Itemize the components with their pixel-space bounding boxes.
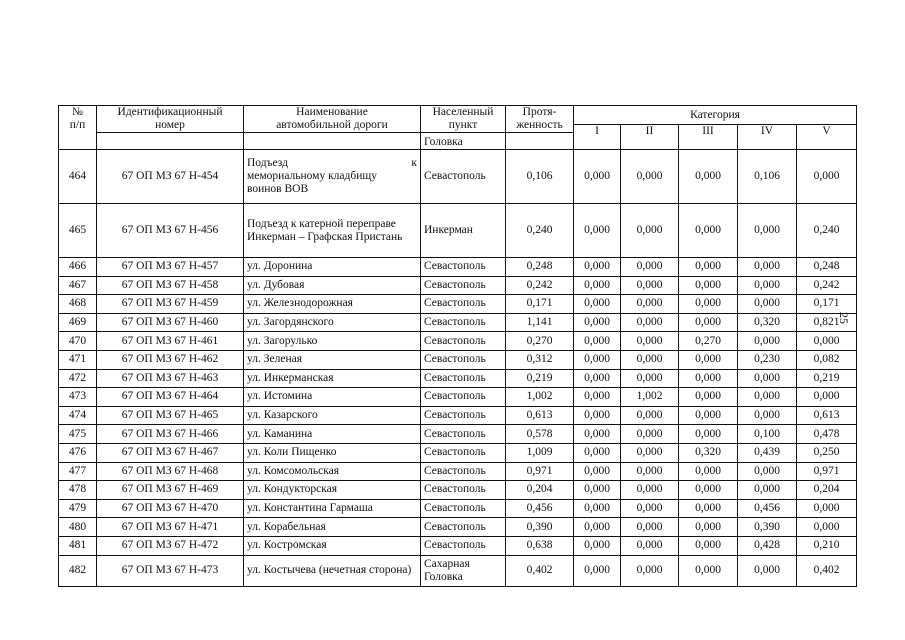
row-road-name: ул. Загорулько <box>244 332 421 351</box>
row-length: 1,141 <box>506 313 574 332</box>
table-row <box>59 406 857 425</box>
row-cat-1: 0,000 <box>574 295 621 314</box>
row-road-name: ул. Каманина <box>244 425 421 444</box>
table-row <box>59 499 857 518</box>
row-length: 0,204 <box>506 481 574 500</box>
row-cat-4: 0,000 <box>738 295 797 314</box>
row-cat-4: 0,000 <box>738 332 797 351</box>
row-cat-3: 0,000 <box>679 555 738 586</box>
row-cat-2: 0,000 <box>621 313 679 332</box>
table-row <box>59 462 857 481</box>
row-number: 474 <box>59 406 97 425</box>
row-id: 67 ОП МЗ 67 Н-469 <box>97 481 244 500</box>
row-cat-1: 0,000 <box>574 518 621 537</box>
table-row <box>59 295 857 314</box>
row-settlement: Севастополь <box>421 536 506 555</box>
row-road-name: ул. Коли Пищенко <box>244 443 421 462</box>
header-road-name: Наименование автомобильной дороги <box>244 106 421 133</box>
row-cat-4: 0,428 <box>738 536 797 555</box>
row-cat-3: 0,000 <box>679 462 738 481</box>
row-cat-2: 0,000 <box>621 536 679 555</box>
row-cat-5: 0,250 <box>797 443 857 462</box>
row-cat-5: 0,821 <box>797 313 857 332</box>
row-settlement: Инкерман <box>421 204 506 258</box>
row-cat-2: 0,000 <box>621 425 679 444</box>
row-cat-1: 0,000 <box>574 536 621 555</box>
row-cat-1: 0,000 <box>574 388 621 407</box>
row-road-name: ул. Комсомольская <box>244 462 421 481</box>
row-settlement: Севастополь <box>421 518 506 537</box>
row-settlement: Севастополь <box>421 406 506 425</box>
row-cat-4: 0,000 <box>738 462 797 481</box>
row-cat-5: 0,000 <box>797 332 857 351</box>
row-cat-4: 0,000 <box>738 555 797 586</box>
row-cat-4: 0,000 <box>738 406 797 425</box>
row-cat-4: 0,000 <box>738 204 797 258</box>
row-length: 0,312 <box>506 350 574 369</box>
row-cat-5: 0,171 <box>797 295 857 314</box>
row-cat-5: 0,210 <box>797 536 857 555</box>
row-cat-2: 0,000 <box>621 443 679 462</box>
row-cat-5: 0,082 <box>797 350 857 369</box>
row-cat-2: 1,002 <box>621 388 679 407</box>
row-cat-4: 0,100 <box>738 425 797 444</box>
row-settlement: Севастополь <box>421 258 506 277</box>
row-cat-3: 0,000 <box>679 536 738 555</box>
road-name-part: воинов ВОВ <box>247 183 309 195</box>
row-settlement: Севастополь <box>421 443 506 462</box>
header-number: № п/п <box>59 106 97 150</box>
row-cat-3: 0,000 <box>679 313 738 332</box>
row-cat-5: 0,000 <box>797 388 857 407</box>
road-name-part: мемориальному кладбищу <box>247 170 377 182</box>
header-cat-3: III <box>679 125 738 150</box>
row-cat-2: 0,000 <box>621 332 679 351</box>
row-number: 466 <box>59 258 97 277</box>
row-cat-4: 0,000 <box>738 258 797 277</box>
row-number: 464 <box>59 150 97 204</box>
table-row <box>59 425 857 444</box>
row-length: 0,971 <box>506 462 574 481</box>
row-id: 67 ОП МЗ 67 Н-462 <box>97 350 244 369</box>
row-cat-3: 0,000 <box>679 258 738 277</box>
row-id: 67 ОП МЗ 67 Н-472 <box>97 536 244 555</box>
row-number: 467 <box>59 276 97 295</box>
row-id: 67 ОП МЗ 67 Н-458 <box>97 276 244 295</box>
header-length: Протя- женность <box>506 106 574 133</box>
header-cat-5: V <box>797 125 857 150</box>
row-settlement: Севастополь <box>421 481 506 500</box>
row-length: 0,578 <box>506 425 574 444</box>
table-row <box>59 536 857 555</box>
row-cat-4: 0,000 <box>738 369 797 388</box>
table-row <box>59 150 857 204</box>
row-cat-5: 0,000 <box>797 518 857 537</box>
table-row <box>59 518 857 537</box>
row-number: 465 <box>59 204 97 258</box>
row-length: 0,456 <box>506 499 574 518</box>
row-id: 67 ОП МЗ 67 Н-473 <box>97 555 244 586</box>
row-cat-5: 0,971 <box>797 462 857 481</box>
row-id: 67 ОП МЗ 67 Н-459 <box>97 295 244 314</box>
row-cat-1: 0,000 <box>574 150 621 204</box>
row-road-name <box>244 150 421 204</box>
row-cat-3: 0,000 <box>679 150 738 204</box>
road-name-part: к <box>411 157 417 169</box>
road-name-part: Подъезд <box>247 157 288 169</box>
row-length: 0,402 <box>506 555 574 586</box>
row-length: 0,171 <box>506 295 574 314</box>
row-cat-3: 0,270 <box>679 332 738 351</box>
page-number: 25 <box>837 312 851 324</box>
row-length: 0,242 <box>506 276 574 295</box>
row-cat-4: 0,000 <box>738 481 797 500</box>
row-cat-5: 0,242 <box>797 276 857 295</box>
row-cat-1: 0,000 <box>574 369 621 388</box>
row-cat-1: 0,000 <box>574 555 621 586</box>
row-cat-4: 0,320 <box>738 313 797 332</box>
row-number: 478 <box>59 481 97 500</box>
row-number: 482 <box>59 555 97 586</box>
row-settlement: Севастополь <box>421 350 506 369</box>
row-id: 67 ОП МЗ 67 Н-468 <box>97 462 244 481</box>
row-settlement: Севастополь <box>421 295 506 314</box>
row-cat-2: 0,000 <box>621 499 679 518</box>
row-settlement: Севастополь <box>421 462 506 481</box>
roads-table <box>58 105 857 587</box>
row-cat-3: 0,000 <box>679 388 738 407</box>
row-road-name: Подъезд к катерной переправе Инкерман – Графская Пристань <box>244 204 421 258</box>
header-id: Идентификационный номер <box>97 106 244 133</box>
row-road-name: ул. Загордянского <box>244 313 421 332</box>
row-id: 67 ОП МЗ 67 Н-461 <box>97 332 244 351</box>
header-settlement-extra: Головка <box>421 133 506 150</box>
row-cat-3: 0,000 <box>679 276 738 295</box>
row-cat-4: 0,390 <box>738 518 797 537</box>
header-cat-2: II <box>621 125 679 150</box>
row-cat-3: 0,000 <box>679 481 738 500</box>
row-cat-3: 0,000 <box>679 204 738 258</box>
row-id: 67 ОП МЗ 67 Н-470 <box>97 499 244 518</box>
row-number: 468 <box>59 295 97 314</box>
row-id: 67 ОП МЗ 67 Н-467 <box>97 443 244 462</box>
row-road-name: ул. Константина Гармаша <box>244 499 421 518</box>
row-cat-5: 0,000 <box>797 499 857 518</box>
row-cat-2: 0,000 <box>621 276 679 295</box>
table-row <box>59 258 857 277</box>
row-length: 0,613 <box>506 406 574 425</box>
table-row <box>59 204 857 258</box>
table-row <box>59 276 857 295</box>
row-number: 470 <box>59 332 97 351</box>
header-settlement: Населенный пункт <box>421 106 506 133</box>
row-cat-2: 0,000 <box>621 369 679 388</box>
row-settlement: Севастополь <box>421 499 506 518</box>
row-cat-2: 0,000 <box>621 481 679 500</box>
table-row <box>59 313 857 332</box>
row-length: 0,248 <box>506 258 574 277</box>
table-row <box>59 369 857 388</box>
row-cat-1: 0,000 <box>574 499 621 518</box>
row-cat-3: 0,000 <box>679 425 738 444</box>
row-number: 472 <box>59 369 97 388</box>
row-cat-2: 0,000 <box>621 350 679 369</box>
row-cat-3: 0,320 <box>679 443 738 462</box>
row-cat-2: 0,000 <box>621 204 679 258</box>
row-cat-2: 0,000 <box>621 150 679 204</box>
row-cat-2: 0,000 <box>621 462 679 481</box>
row-cat-1: 0,000 <box>574 313 621 332</box>
header-cat-4: IV <box>738 125 797 150</box>
row-cat-4: 0,000 <box>738 388 797 407</box>
row-cat-5: 0,613 <box>797 406 857 425</box>
row-cat-2: 0,000 <box>621 406 679 425</box>
row-cat-5: 0,248 <box>797 258 857 277</box>
row-cat-1: 0,000 <box>574 462 621 481</box>
row-settlement: Севастополь <box>421 276 506 295</box>
row-cat-1: 0,000 <box>574 276 621 295</box>
row-id: 67 ОП МЗ 67 Н-463 <box>97 369 244 388</box>
row-length: 0,638 <box>506 536 574 555</box>
row-length: 0,106 <box>506 150 574 204</box>
row-cat-3: 0,000 <box>679 406 738 425</box>
row-road-name: ул. Казарского <box>244 406 421 425</box>
row-cat-1: 0,000 <box>574 350 621 369</box>
row-length: 0,390 <box>506 518 574 537</box>
row-road-name: ул. Костромская <box>244 536 421 555</box>
row-cat-3: 0,000 <box>679 369 738 388</box>
row-road-name: ул. Железнодорожная <box>244 295 421 314</box>
row-number: 481 <box>59 536 97 555</box>
header-id-blank <box>97 133 244 150</box>
row-number: 479 <box>59 499 97 518</box>
row-cat-5: 0,000 <box>797 150 857 204</box>
row-road-name: ул. Истомина <box>244 388 421 407</box>
row-length: 0,270 <box>506 332 574 351</box>
row-number: 477 <box>59 462 97 481</box>
header-category: Категория <box>574 106 857 125</box>
header-cat-1: I <box>574 125 621 150</box>
row-cat-2: 0,000 <box>621 518 679 537</box>
row-cat-1: 0,000 <box>574 425 621 444</box>
row-id: 67 ОП МЗ 67 Н-456 <box>97 204 244 258</box>
row-id: 67 ОП МЗ 67 Н-457 <box>97 258 244 277</box>
row-settlement: Севастополь <box>421 313 506 332</box>
row-id: 67 ОП МЗ 67 Н-464 <box>97 388 244 407</box>
row-cat-5: 0,478 <box>797 425 857 444</box>
row-cat-4: 0,106 <box>738 150 797 204</box>
row-cat-4: 0,230 <box>738 350 797 369</box>
row-cat-1: 0,000 <box>574 481 621 500</box>
row-road-name: ул. Кондукторская <box>244 481 421 500</box>
row-cat-3: 0,000 <box>679 350 738 369</box>
row-road-name: ул. Доронина <box>244 258 421 277</box>
row-id: 67 ОП МЗ 67 Н-465 <box>97 406 244 425</box>
table-row <box>59 350 857 369</box>
row-length: 0,240 <box>506 204 574 258</box>
table-row <box>59 388 857 407</box>
row-road-name: ул. Инкерманская <box>244 369 421 388</box>
row-length: 1,009 <box>506 443 574 462</box>
row-length: 1,002 <box>506 388 574 407</box>
row-id: 67 ОП МЗ 67 Н-466 <box>97 425 244 444</box>
table-row <box>59 332 857 351</box>
header-length-blank <box>506 133 574 150</box>
row-cat-4: 0,456 <box>738 499 797 518</box>
row-road-name: ул. Костычева (нечетная сторона) <box>244 555 421 586</box>
row-number: 471 <box>59 350 97 369</box>
row-cat-1: 0,000 <box>574 258 621 277</box>
row-number: 480 <box>59 518 97 537</box>
row-id: 67 ОП МЗ 67 Н-460 <box>97 313 244 332</box>
row-cat-3: 0,000 <box>679 518 738 537</box>
row-cat-2: 0,000 <box>621 258 679 277</box>
row-settlement: Севастополь <box>421 332 506 351</box>
row-cat-2: 0,000 <box>621 555 679 586</box>
table-row <box>59 481 857 500</box>
row-number: 469 <box>59 313 97 332</box>
row-number: 476 <box>59 443 97 462</box>
row-road-name: ул. Корабельная <box>244 518 421 537</box>
row-settlement: Севастополь <box>421 150 506 204</box>
row-id: 67 ОП МЗ 67 Н-454 <box>97 150 244 204</box>
row-cat-4: 0,000 <box>738 276 797 295</box>
row-cat-5: 0,240 <box>797 204 857 258</box>
row-cat-2: 0,000 <box>621 295 679 314</box>
row-id: 67 ОП МЗ 67 Н-471 <box>97 518 244 537</box>
row-length: 0,219 <box>506 369 574 388</box>
row-settlement: Сахарная Головка <box>421 555 506 586</box>
row-settlement: Севастополь <box>421 425 506 444</box>
row-road-name: ул. Дубовая <box>244 276 421 295</box>
table-row <box>59 443 857 462</box>
row-road-name: ул. Зеленая <box>244 350 421 369</box>
row-cat-3: 0,000 <box>679 499 738 518</box>
row-number: 475 <box>59 425 97 444</box>
row-cat-3: 0,000 <box>679 295 738 314</box>
row-cat-1: 0,000 <box>574 332 621 351</box>
row-settlement: Севастополь <box>421 388 506 407</box>
header-name-blank <box>244 133 421 150</box>
row-cat-4: 0,439 <box>738 443 797 462</box>
row-cat-1: 0,000 <box>574 204 621 258</box>
row-number: 473 <box>59 388 97 407</box>
table-row <box>59 555 857 586</box>
row-cat-1: 0,000 <box>574 443 621 462</box>
row-settlement: Севастополь <box>421 369 506 388</box>
row-cat-1: 0,000 <box>574 406 621 425</box>
row-cat-5: 0,402 <box>797 555 857 586</box>
row-cat-5: 0,204 <box>797 481 857 500</box>
row-cat-5: 0,219 <box>797 369 857 388</box>
